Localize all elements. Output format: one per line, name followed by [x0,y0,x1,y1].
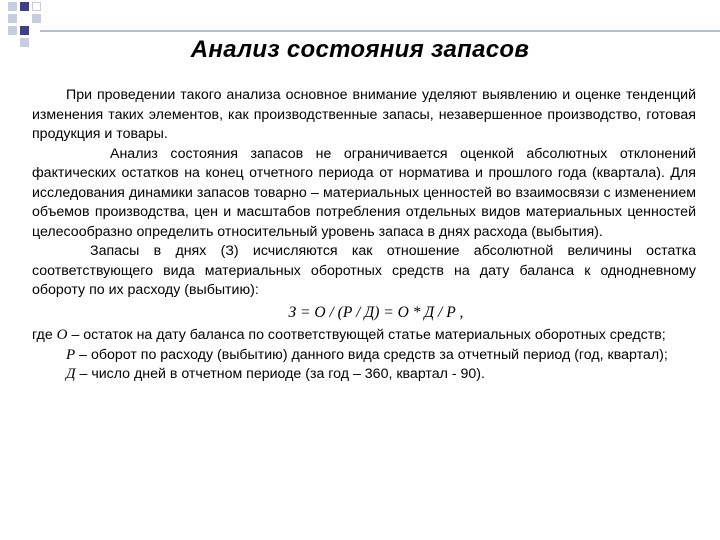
top-rule [40,30,720,32]
slide-title: Анализ состояния запасов [190,36,530,63]
paragraph-analysis: Анализ состояния запасов не ограничивается оценкой абсолютных отклонений фактических остатков на конец отчетного периода от норматива и прошлого года (квартала). Для исследования динамики запасов товарно – материальных ценностей во взаимосвязи с изменением объемов производства, цен и масштабов потребления отдельных видов материальных ценностей целесообразно определить относительный уровень запаса в днях расхода (выбытия). [32,145,696,240]
decor-square [8,26,17,35]
definition-item [32,326,696,346]
decor-square [20,2,29,11]
paragraph-days-stock: Запасы в днях (З) исчисляются как отношение абсолютной величины остатка соответствующего вида материальных оборотных средств на дату баланса к однодневному обороту по их расходу (выбытию): [32,243,696,298]
definition-item [32,346,696,366]
definition-text: – остаток на дату баланса по соответствующей статье материальных оборотных средств; [67,327,666,343]
slide-body [32,86,696,385]
definition-symbol: Р [66,346,76,363]
definition-text: – число дней в отчетном периоде (за год – 360, квартал - 90). [75,366,485,382]
decor-square [20,26,29,35]
decor-square [32,14,41,23]
definition-item [32,365,696,385]
where-word: где [32,327,53,343]
definition-symbol: О [56,327,68,343]
decor-square [32,2,41,11]
decor-square [8,2,17,11]
definition-symbol: Д [66,366,76,382]
definitions-list [32,326,696,385]
decor-square [8,14,17,23]
definition-text: – оборот по расходу (выбытию) данного вида средств за отчетный период (год, квартал); [75,346,668,363]
paragraph-intro: При проведении такого анализа основное внимание уделяют выявлению и оценке тенденций изменения таких элементов, как производственные запасы, незавершенное производство, готовая продукция и товары. [32,87,696,142]
formula: З = О / (Р / Д) = О * Д / Р , [288,303,464,321]
